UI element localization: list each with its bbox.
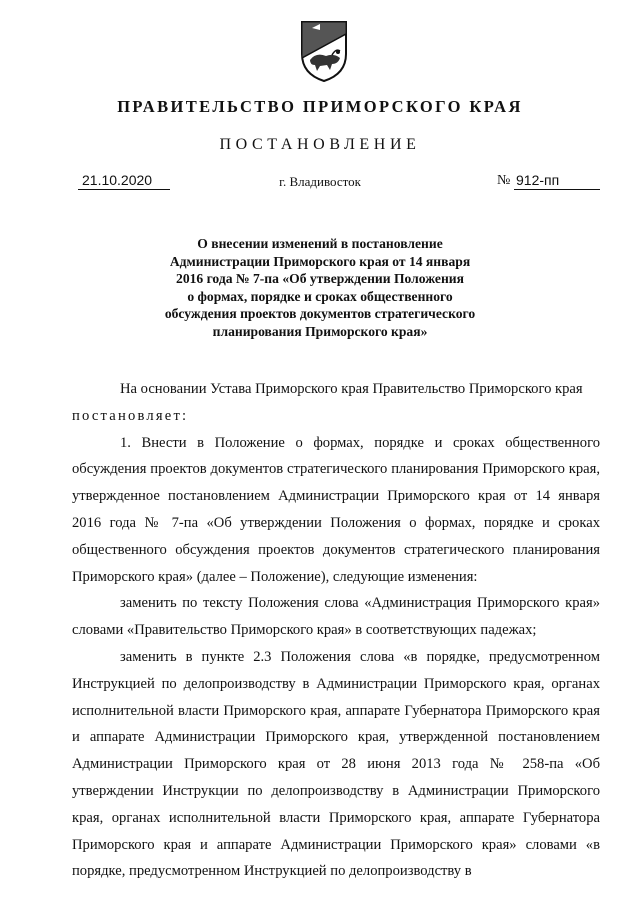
body-paragraph-resolves: постановляет:	[72, 407, 189, 424]
body-paragraph: заменить в пункте 2.3 Положения слова «в порядке, предусмотренном Инструкцией по делопроизводству в Администрации Приморского края, органах исполнительной власти Приморского края, аппарате Губернатора Приморского края и аппарате Администрации Приморского края, утвержденной постановлением Администрации Приморского края от 28 июня 2013 года № 258-па «Об утверждении Инструкции по делопроизводству в Администрации Приморского края, органах исполнительной власти Приморского края, аппарате Губернатора Приморского края и аппарате Администрации Приморского края» словами «в порядке, предусмотренном Инструкцией по делопроизводству в	[72, 648, 600, 880]
government-title: ПРАВИТЕЛЬСТВО ПРИМОРСКОГО КРАЯ	[117, 97, 523, 116]
heading-line: 2016 года № 7-па «Об утверждении Положения	[176, 271, 464, 287]
document-heading	[130, 235, 510, 341]
document-body	[72, 376, 600, 885]
body-paragraph: 1. Внести в Положение о формах, порядке и сроках общественного обсуждения проектов документов стратегического планирования Приморского края, утвержденное постановлением Администрации Приморского края от 14 января 2016 года № 7-па «Об утверждении Положения о формах, порядке и сроках общественного обсуждения проектов документов стратегического планирования Приморского края» (далее – Положение), следующие изменения:	[72, 434, 600, 585]
heading-line: о формах, порядке и сроках общественного	[187, 288, 453, 304]
coat-of-arms-icon	[296, 18, 352, 84]
document-number: 912-пп	[514, 172, 600, 190]
heading-line: О внесении изменений в постановление	[197, 236, 443, 251]
heading-line: Администрации Приморского края от 14 января	[169, 253, 471, 269]
body-paragraph: На основании Устава Приморского края Правительство Приморского края	[120, 381, 583, 397]
document-date: 21.10.2020	[78, 172, 170, 190]
document-city: г. Владивосток	[279, 174, 361, 189]
heading-line: обсуждения проектов документов стратегического	[164, 306, 476, 322]
number-sign: №	[497, 173, 511, 188]
document-type: ПОСТАНОВЛЕНИЕ	[219, 136, 421, 153]
heading-line: планирования Приморского края»	[212, 323, 428, 339]
body-paragraph: заменить по тексту Положения слова «Администрация Приморского края» словами «Правительство Приморского края» в соответствующих падежах;	[72, 595, 600, 639]
